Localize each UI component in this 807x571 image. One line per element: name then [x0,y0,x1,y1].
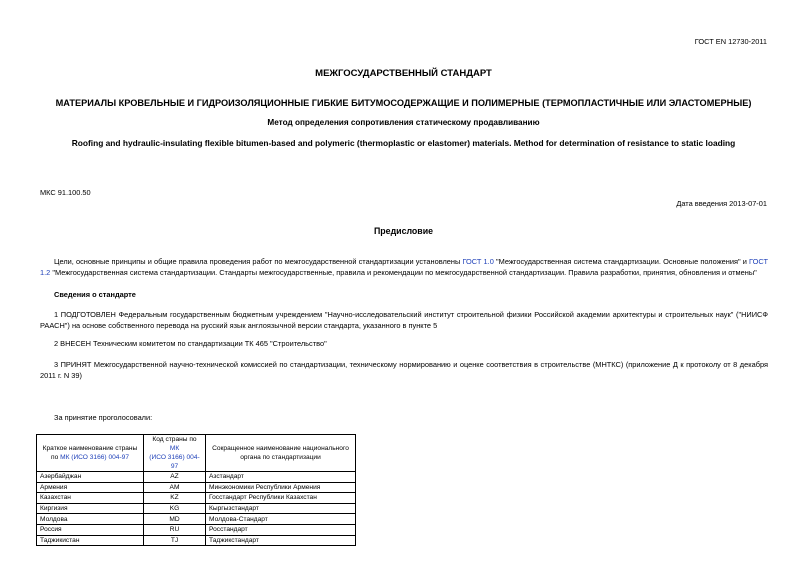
code-cell: AM [144,482,206,493]
mk-link[interactable]: МК [169,445,180,452]
code-cell: KG [144,503,206,514]
document-code: ГОСТ EN 12730-2011 [694,37,767,46]
country-cell: Армения [37,482,144,493]
item-prepared: 1 ПОДГОТОВЛЕН Федеральным государственным бюджетным учреждением "Научно-исследовательский институт строительной физики Российской академии архитектуры и строительных наук" ("НИИСФ РААСН") на основе собственного перевода на русский язык англоязычной версии стандарта, указанного в пункте 5 [40,310,768,330]
mk-iso-link[interactable]: МК (ИСО 3166) 004-97 [60,454,129,461]
gost-1-2-link[interactable]: ГОСТ 1.2 [40,257,768,277]
table-header-row [37,435,356,472]
goals-paragraph [40,257,768,278]
code-cell: RU [144,524,206,535]
body-cell: Кыргызстандарт [206,503,356,514]
code-cell: AZ [144,472,206,483]
country-cell: Россия [37,524,144,535]
standard-type: МЕЖГОСУДАРСТВЕННЫЙ СТАНДАРТ [315,68,492,79]
country-cell: Азербайджан [37,472,144,483]
table-row [37,535,356,546]
voting-table [36,434,356,546]
header-country-code [144,435,206,472]
item-adopted: 3 ПРИНЯТ Межгосударственной научно-технической комиссией по стандартизации, техническому нормированию и оценке соответствия в строительстве (МНТКС) (приложение Д к протоколу от 8 декабря 2011 г. N 39) [40,360,768,380]
header-national-body: Сокращенное наименование национального органа по стандартизации [206,435,356,472]
mks-code: МКС 91.100.50 [40,188,91,197]
header-country-name [37,435,144,472]
table-row [37,493,356,504]
voted-label: За принятие проголосовали: [54,413,153,422]
body-cell: Азстандарт [206,472,356,483]
body-cell: Минэкономики Республики Армения [206,482,356,493]
title-russian: МАТЕРИАЛЫ КРОВЕЛЬНЫЕ И ГИДРОИЗОЛЯЦИОННЫЕ ГИБКИЕ БИТУМОСОДЕРЖАЩИЕ И ПОЛИМЕРНЫЕ (ТЕРМОПЛАСТИЧНЫЕ ИЛИ ЭЛАСТОМЕРНЫЕ) [55,98,752,108]
item-introduced: 2 ВНЕСЕН Техническим комитетом по стандартизации ТК 465 "Строительство" [54,339,327,348]
country-cell: Киргизия [37,503,144,514]
code-cell: KZ [144,493,206,504]
body-cell: Таджикстандарт [206,535,356,546]
code-cell: TJ [144,535,206,546]
country-cell: Таджикистан [37,535,144,546]
body-cell: Молдова-Стандарт [206,514,356,525]
about-standard-heading: Сведения о стандарте [54,290,136,299]
table-row [37,514,356,525]
code-cell: MD [144,514,206,525]
table-row [37,524,356,535]
table-row [37,503,356,514]
method-title-russian: Метод определения сопротивления статическому продавливанию [267,118,540,127]
body-cell: Госстандарт Республики Казахстан [206,493,356,504]
title-english: Roofing and hydraulic-insulating flexible bitumen-based and polymeric (thermoplastic or elastomer) materials. Method for determination of resistance to static loading [71,138,736,148]
table-row [37,472,356,483]
introduction-date: Дата введения 2013-07-01 [676,199,767,208]
country-cell: Казахстан [37,493,144,504]
goals-text-3: "Межгосударственная система стандартизации. Стандарты межгосударственные, правила и рекомендации по межгосударственной стандартизации. Правила разработки, принятия, обновления и отмены" [50,267,757,277]
table-row [37,482,356,493]
goals-text-1: Цели, основные принципы и общие правила проведения работ по межгосударственной стандартизации установлены [54,257,463,266]
gost-1-0-link[interactable]: ГОСТ 1.0 [462,257,494,266]
header-country-text: Краткое наименование страны по [42,445,138,461]
header-code-text: Код страны по [152,436,197,443]
foreword-heading: Предисловие [373,226,434,236]
iso-3166-link[interactable]: (ИСО 3166) 004-97 [149,454,200,470]
goals-text-2: "Межгосударственная система стандартизации. Основные положения" и [493,257,750,266]
country-cell: Молдова [37,514,144,525]
body-cell: Росстандарт [206,524,356,535]
